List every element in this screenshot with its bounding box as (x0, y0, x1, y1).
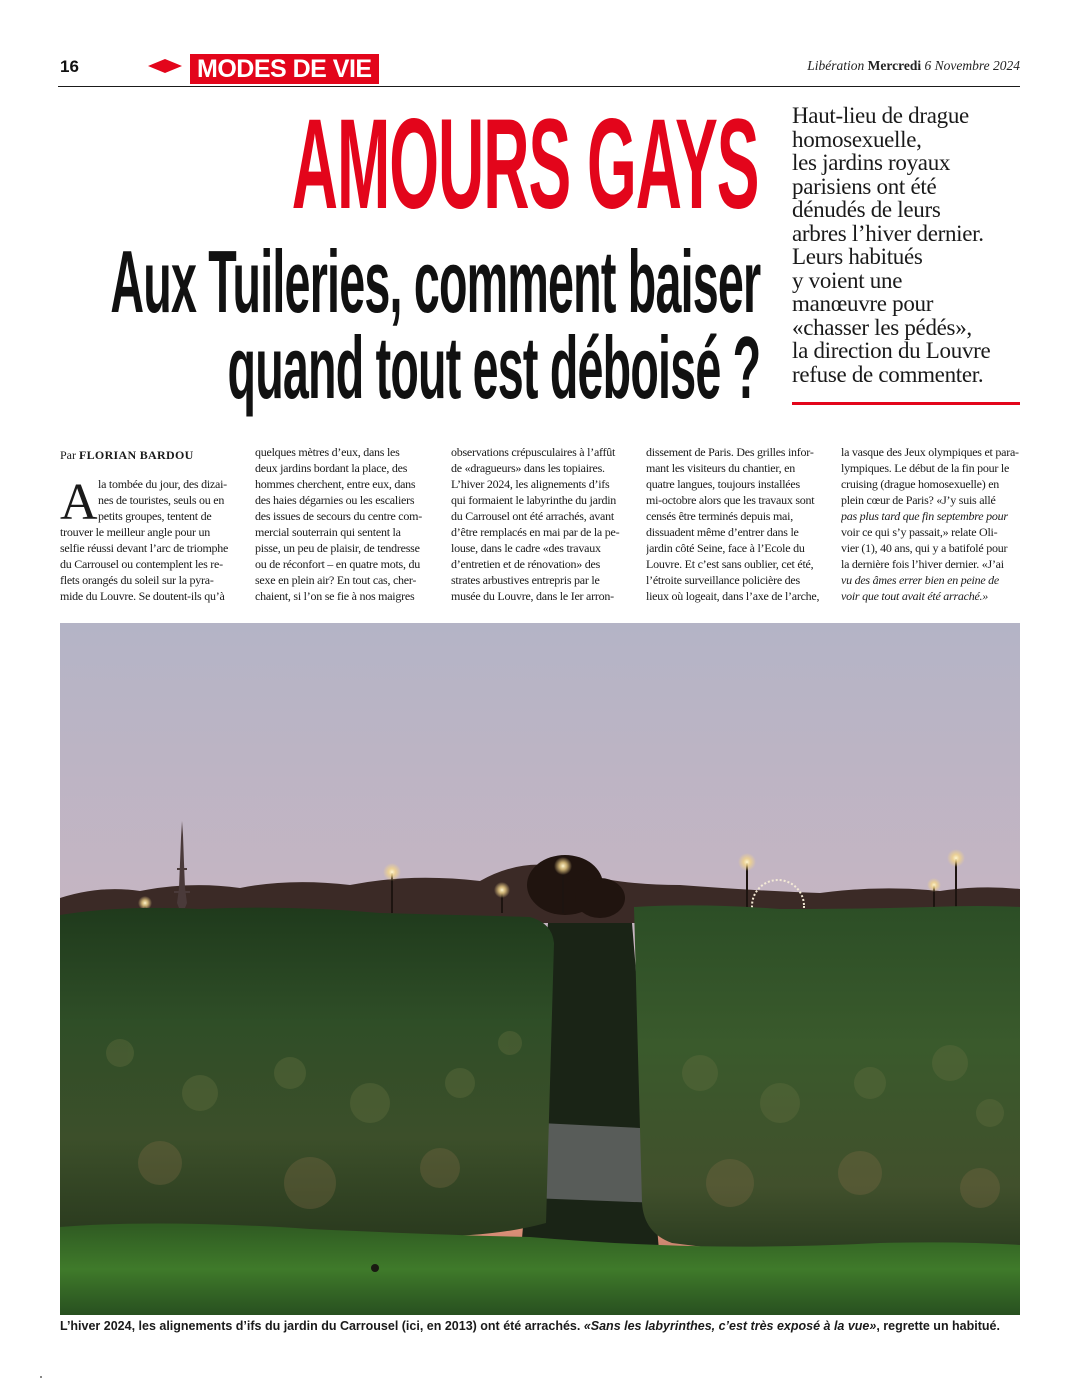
page-header (58, 54, 1020, 86)
body-line: mercial souterrain qui sentent la (255, 525, 401, 539)
body-line: mide du Louvre. Se doutent-ils qu’à (60, 589, 225, 603)
lede-rule (792, 402, 1020, 405)
body-line: hommes cherchent, entre eux, dans (255, 477, 416, 491)
body-line: du Carrousel ont été arrachés, avant (451, 509, 614, 523)
body-line: des issues de secours du centre com- (255, 509, 422, 523)
body-line: censés être terminés depuis mai, (646, 509, 793, 523)
lede-line: dénudés de leurs (792, 197, 941, 222)
body-line: d’être remplacés en mai par de la pe- (451, 525, 620, 539)
lede-line: Leurs habitués (792, 244, 923, 269)
article-photo (60, 623, 1020, 1315)
body-line: vu des âmes errer bien en peine de (841, 573, 999, 587)
body-line: trouver le meilleur angle pour un (60, 525, 211, 539)
body-line: ou de réconfort – en quatre mots, du (255, 557, 420, 571)
body-line: quatre langues, toujours installées (646, 477, 800, 491)
publication-name: Libération (807, 58, 865, 73)
body-line: d’entretien et de rénovation» des (451, 557, 601, 571)
body-line: mant les visiteurs du chantier, en (646, 461, 795, 475)
lede-line: la direction du Louvre (792, 338, 991, 363)
caption-text: L’hiver 2024, les alignements d’ifs du jardin du Carrousel (ici, en 2013) ont été arrachés. (60, 1319, 581, 1333)
body-line: lympiques. Le début de la fin pour le (841, 461, 1010, 475)
body-line: chaient, si l’on se fie à nos maigres (255, 589, 415, 603)
body-line: petits groupes, tentent de (98, 509, 212, 523)
caption-tail: , regrette un habitué. (876, 1319, 1000, 1333)
lede-line: arbres l’hiver dernier. (792, 220, 984, 246)
body-line: la tombée du jour, des dizai- (98, 477, 227, 491)
issue-date: 6 Novembre 2024 (924, 58, 1020, 73)
body-line: Louvre. Et c’est sans oublier, cet été, (646, 557, 814, 571)
body-line: dissuadent même d’entrer dans le (646, 525, 799, 539)
headline-line-2: quand tout est déboisé ? (227, 318, 760, 417)
body-line: flets orangés du soleil sur la pyra- (60, 573, 214, 587)
dateline (807, 58, 1020, 74)
headline (40, 232, 760, 418)
body-line: de «dragueurs» dans les topiaires. (451, 461, 605, 475)
body-line: des haies dégarnies ou les escaliers (255, 493, 415, 507)
body-line: deux jardins bordant la place, des (255, 461, 408, 475)
body-line: observations crépusculaires à l’affût (451, 445, 616, 459)
lede (792, 104, 1020, 386)
body-line: plein cœur de Paris? «J’y suis allé (841, 493, 996, 507)
body-line: dissement de Paris. Des grilles infor- (646, 445, 814, 459)
weekday: Mercredi (867, 58, 922, 73)
body-line: selfie réussi devant l’arc de triomphe (60, 541, 229, 555)
page-number: 16 (60, 57, 79, 76)
body-line: quelques mètres d’eux, dans les (255, 445, 400, 459)
body-line: qui formaient le labyrinthe du jardin (451, 493, 617, 507)
body-line: nes de touristes, seuls ou en (98, 493, 225, 507)
lede-line: y voient une (792, 267, 903, 293)
body-line: vier (1), 40 ans, qui y a batifolé pour (841, 541, 1008, 555)
body-line: mi-octobre alors que les travaux sont (646, 493, 815, 507)
kicker-title: AMOURS GAYS (291, 93, 758, 236)
body-line: cruising (drague homosexuelle) en (841, 477, 1000, 491)
body-line: du Carrousel ou contemplent les re- (60, 557, 223, 571)
column-2 (255, 444, 433, 604)
photo-caption (60, 1319, 1020, 1333)
column-4 (646, 444, 824, 604)
body-line: pisse, un peu de plaisir, de tendresse (255, 541, 420, 555)
caption-quote: «Sans les labyrinthes, c’est très exposé à la vue» (583, 1319, 877, 1333)
print-mark (40, 1376, 42, 1378)
red-diamond-icon (148, 59, 182, 73)
body-line: pas plus tard que fin septembre pour (841, 509, 1008, 523)
lede-line: les jardins royaux (792, 150, 951, 175)
body-line: L’hiver 2024, les alignements d’ifs (451, 477, 610, 491)
body-line: musée du Louvre, dans le Ier arron- (451, 589, 614, 603)
body-line: la dernière fois l’hiver dernier. «J’ai (841, 557, 1004, 571)
section-rubric: MODES DE VIE (190, 54, 379, 84)
drop-cap: A (60, 474, 98, 531)
lede-line: refuse de commenter. (792, 361, 984, 387)
hedge-maze-photo (60, 623, 1020, 1315)
body-line: la vasque des Jeux olympiques et para- (841, 445, 1019, 459)
column-5 (841, 444, 1019, 604)
body-line: voir ce qui s’y passait,» relate Oli- (841, 525, 998, 539)
column-3 (451, 444, 629, 604)
headline-line-1: Aux Tuileries, comment baiser (110, 232, 760, 331)
header-divider (58, 86, 1020, 87)
lede-line: parisiens ont été (792, 173, 937, 199)
lede-line: Haut-lieu de drague (792, 103, 969, 128)
byline-prefix: Par (60, 448, 76, 462)
body-line: voir que tout avait été arraché.» (841, 589, 989, 603)
kicker-block (258, 93, 758, 236)
body-line: lieux où logeait, dans l’axe de l’arche, (646, 589, 820, 603)
lede-line: homosexuelle, (792, 126, 922, 152)
lede-line: manœuvre pour (792, 291, 934, 316)
body-line: jardin côté Seine, face à l’Ecole du (646, 541, 805, 555)
byline (60, 448, 194, 463)
body-line: sexe en plein air? En tout cas, cher- (255, 573, 417, 587)
body-line: l’étroite surveillance policière des (646, 573, 800, 587)
body-line: louse, dans le cadre «des travaux (451, 541, 601, 555)
author-name: FLORIAN BARDOU (79, 448, 194, 462)
lede-line: «chasser les pédés», (792, 314, 972, 340)
body-line: strates arbustives entrepris par le (451, 573, 600, 587)
column-1 (60, 476, 238, 604)
